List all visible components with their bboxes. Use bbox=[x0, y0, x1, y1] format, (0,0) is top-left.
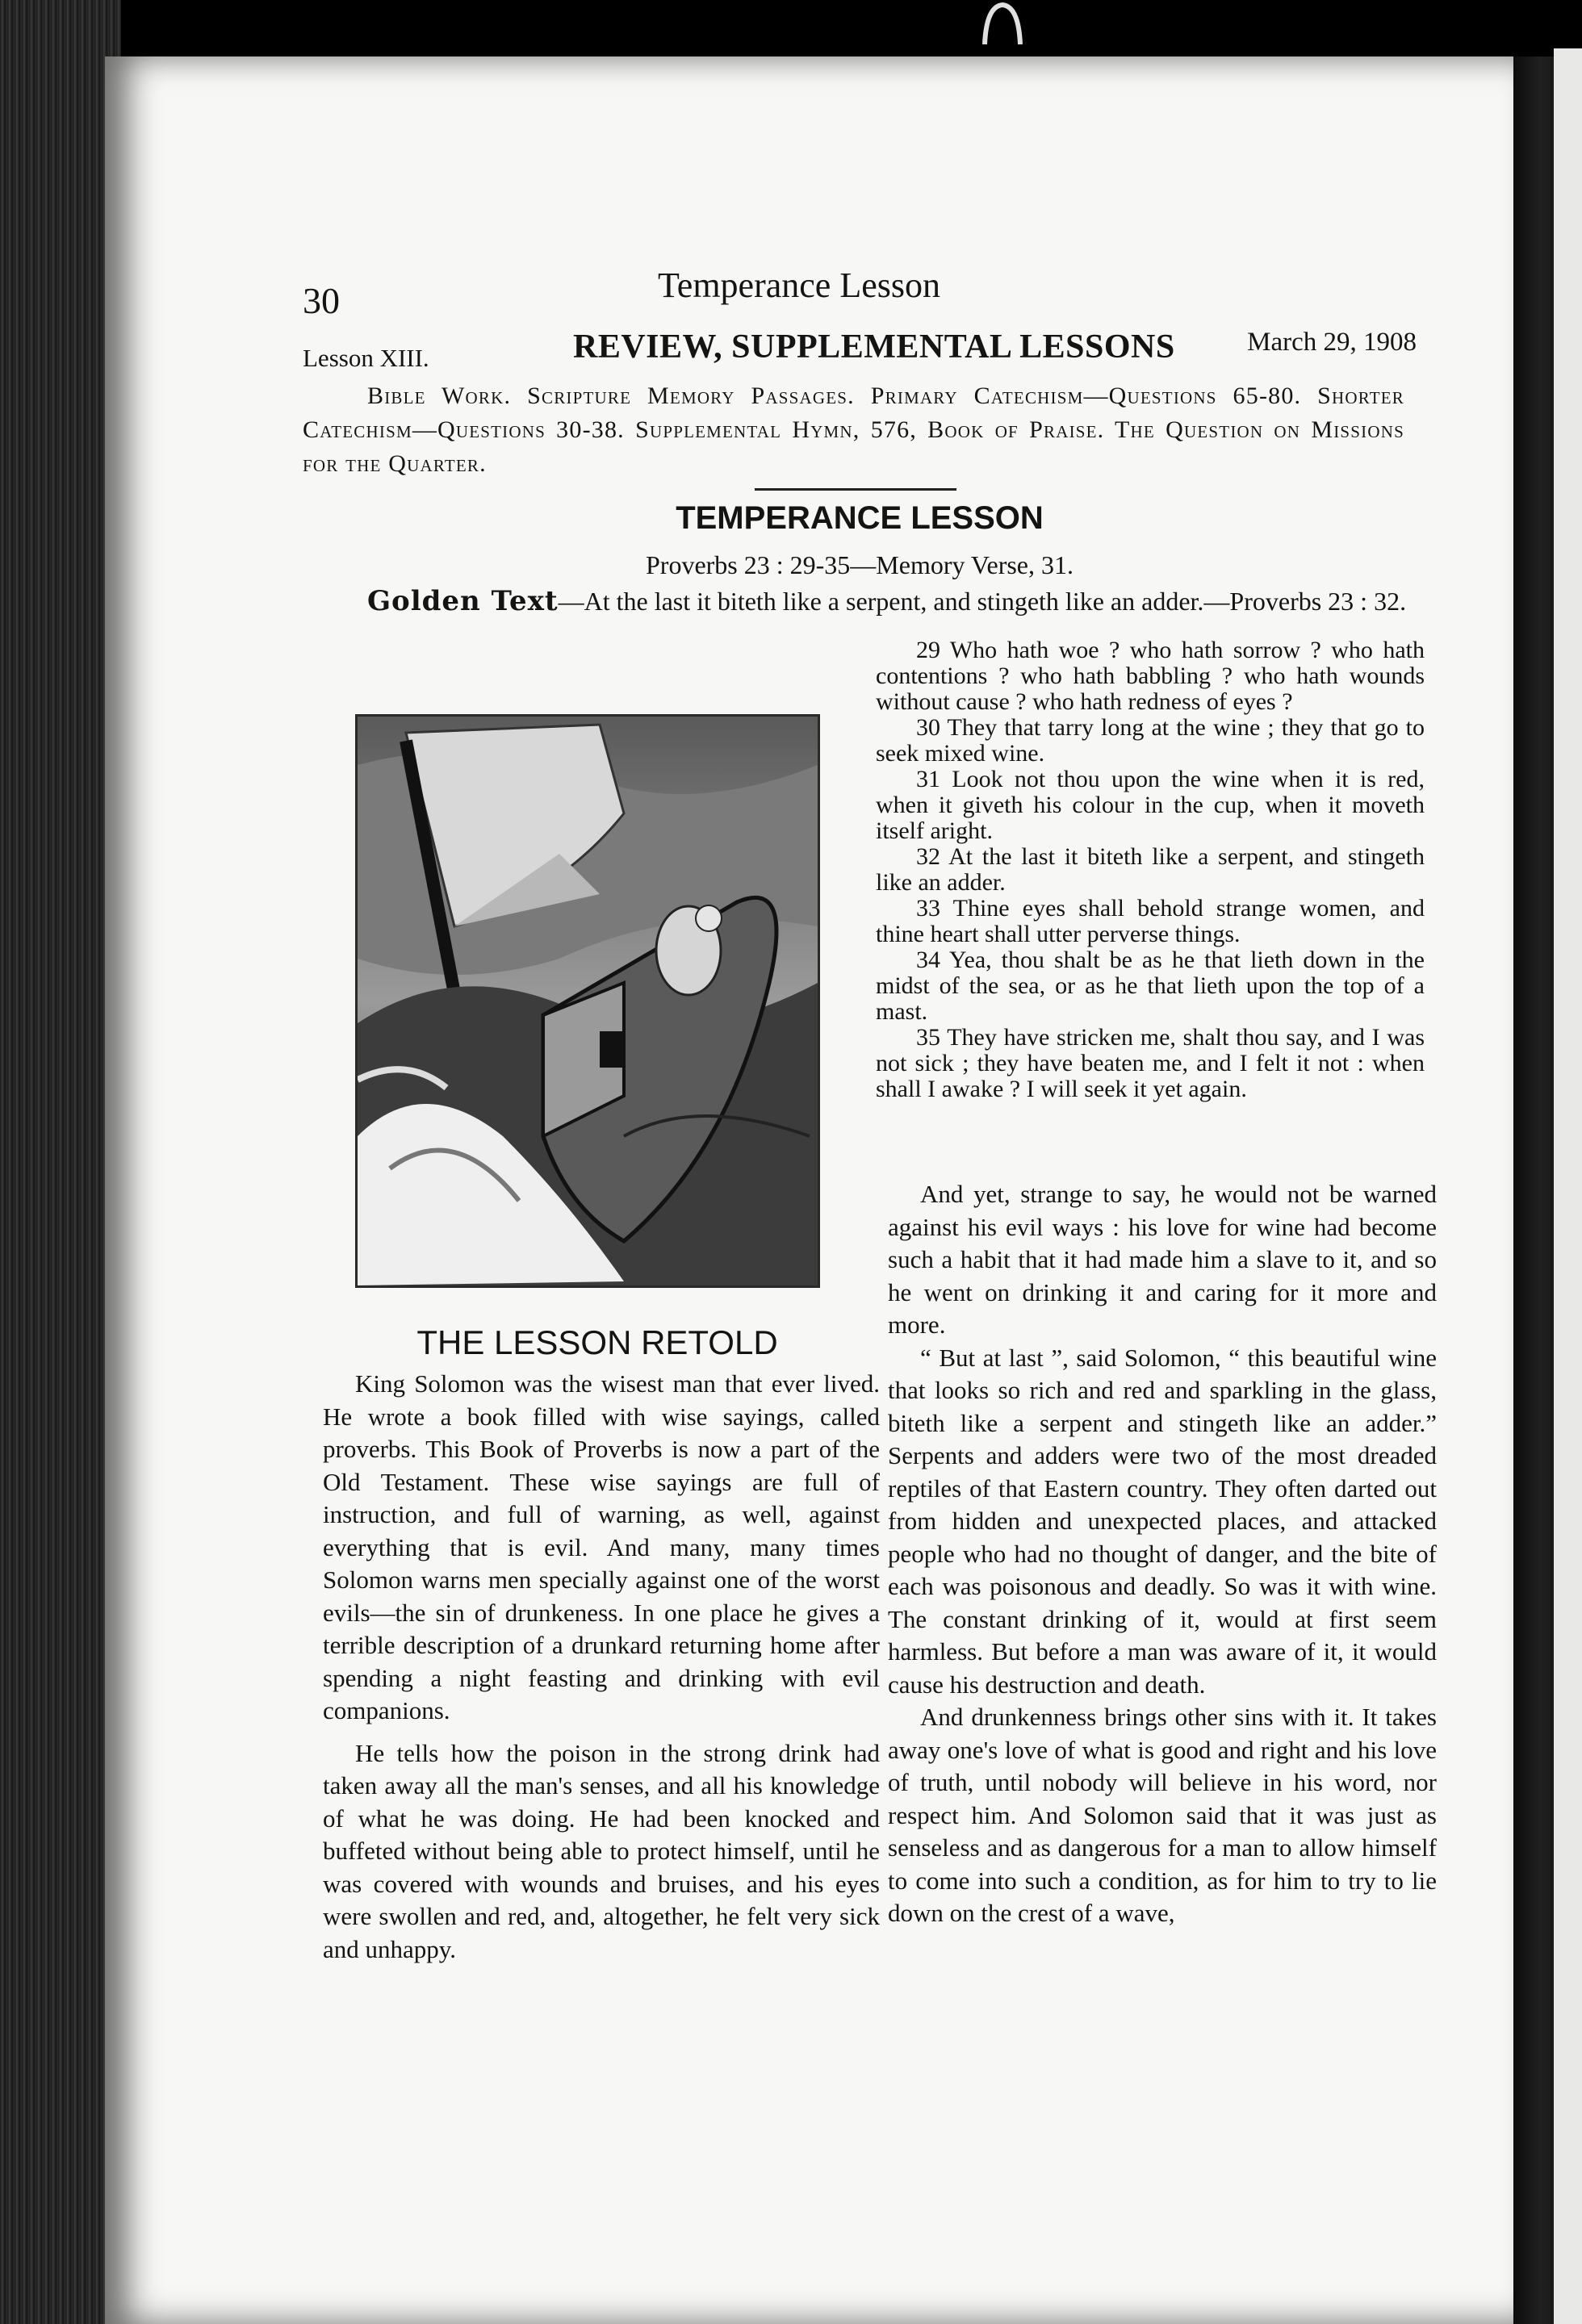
story-paragraph: “ But at last ”, said Solomon, “ this beautiful wine that looks so rich and red and sparkling in the glass, biteth like a serpent and stingeth like an adder.” Serpents and adders were two of the most dreaded reptiles of that Eastern country. They often darted out from hidden and unexpected places, and attacked people who had no thought of danger, and the bite of each was poisonous and deadly. So was it with wine. The constant drinking of it, would at first seem harmless. But before a man was aware of it, it would cause his destruction and death. bbox=[888, 1343, 1437, 1699]
verse-35: 35 They have stricken me, shalt thou say, and I was not sick ; they have beaten me, and I felt it not : when shall I awake ? I will seek it yet again. bbox=[876, 1024, 1425, 1102]
book-page-edges bbox=[0, 0, 121, 2324]
page-number: 30 bbox=[303, 280, 340, 321]
verse-30: 30 They that tarry long at the wine ; they that go to seek mixed wine. bbox=[876, 714, 1425, 767]
scripture-verses bbox=[876, 637, 1425, 1102]
story-paragraph: And drunkenness brings other sins with it. It takes away one's love of what is good and right and his love of truth, until nobody will believe in his word, nor respect him. And Solomon said that it was just as senseless and as dangerous for a man to allow himself to come into such a condition, as for him to try to lie down on the crest of a wave, bbox=[888, 1703, 1437, 1927]
golden-text bbox=[303, 583, 1408, 620]
running-head bbox=[186, 265, 1412, 321]
verse-31: 31 Look not thou upon the wine when it is red, when it giveth his colour in the cup, when it moveth itself aright. bbox=[876, 766, 1425, 844]
lesson-number: Lesson XIII. bbox=[303, 344, 429, 372]
verse-29: 29 Who hath woe ? who hath sorrow ? who hath contentions ? who hath babbling ? who hath wounds without cause ? who hath redness of eyes ? bbox=[876, 637, 1425, 715]
storm-boat-image bbox=[358, 717, 818, 1285]
divider-rule bbox=[755, 488, 956, 491]
verse-32: 32 At the last it biteth like a serpent, and stingeth like an adder. bbox=[876, 843, 1425, 896]
story-column-left bbox=[323, 1368, 880, 1975]
story-column-right bbox=[888, 1178, 1437, 1930]
lesson-date: March 29, 1908 bbox=[1247, 328, 1417, 357]
golden-text-label: Golden Text bbox=[367, 585, 559, 617]
running-title: Temperance Lesson bbox=[658, 265, 940, 305]
verse-33: 33 Thine eyes shall behold strange women, and thine heart shall utter perverse things. bbox=[876, 895, 1425, 947]
facing-page-sliver bbox=[1554, 48, 1582, 2324]
verse-34: 34 Yea, thou shalt be as he that lieth down in the midst of the sea, or as he that lieth upon the top of a mast. bbox=[876, 947, 1425, 1025]
scripture-reference: Proverbs 23 : 29-35—Memory Verse, 31. bbox=[645, 550, 1074, 579]
lesson-retold-title: THE LESSON RETOLD bbox=[416, 1323, 778, 1361]
story-paragraph: King Solomon was the wisest man that ever lived. He wrote a book filled with wise sayings, called proverbs. This Book of Proverbs is now a part of the Old Testament. These wise sayings are full of instruction, and full of warning, as well, against everything that is evil. And many, many times Solomon warns men specially against one of the worst evils—the sin of drunkeness. In one place he gives a terrible description of a drunkard returning home after spending a night feasting and drinking with evil companions. bbox=[323, 1369, 880, 1724]
story-paragraph: He tells how the poison in the strong drink had taken away all the man's senses, and all his knowledge of what he was doing. He had been knocked and buffeted without being able to protect himself, until he was covered with wounds and bruises, and his eyes were swollen and red, and, altogether, he felt very sick and unhappy. bbox=[323, 1738, 880, 1963]
lesson-requirements: Bible Work. Scripture Memory Passages. Primary Catechism—Questions 65-80. Shorter Catechism—Questions 30-38. Supplemental Hymn, 576, Book of Praise. The Question on Missions for the Quarter. bbox=[303, 382, 1404, 477]
section-title: TEMPERANCE LESSON bbox=[676, 500, 1044, 536]
binding-hook-mark bbox=[978, 0, 1027, 44]
lesson-title: REVIEW, SUPPLEMENTAL LESSONS bbox=[573, 328, 1175, 366]
golden-text-body: —At the last it biteth like a serpent, and stingeth like an adder.—Proverbs 23 : 32. bbox=[558, 587, 1407, 616]
story-paragraph: And yet, strange to say, he would not be warned against his evil ways : his love for wine had become such a habit that it had made him a slave to it, and so he went on drinking it and caring for it more and more. bbox=[888, 1180, 1437, 1339]
lesson-heading bbox=[303, 323, 1417, 371]
illustration-boat-in-storm bbox=[355, 714, 820, 1288]
